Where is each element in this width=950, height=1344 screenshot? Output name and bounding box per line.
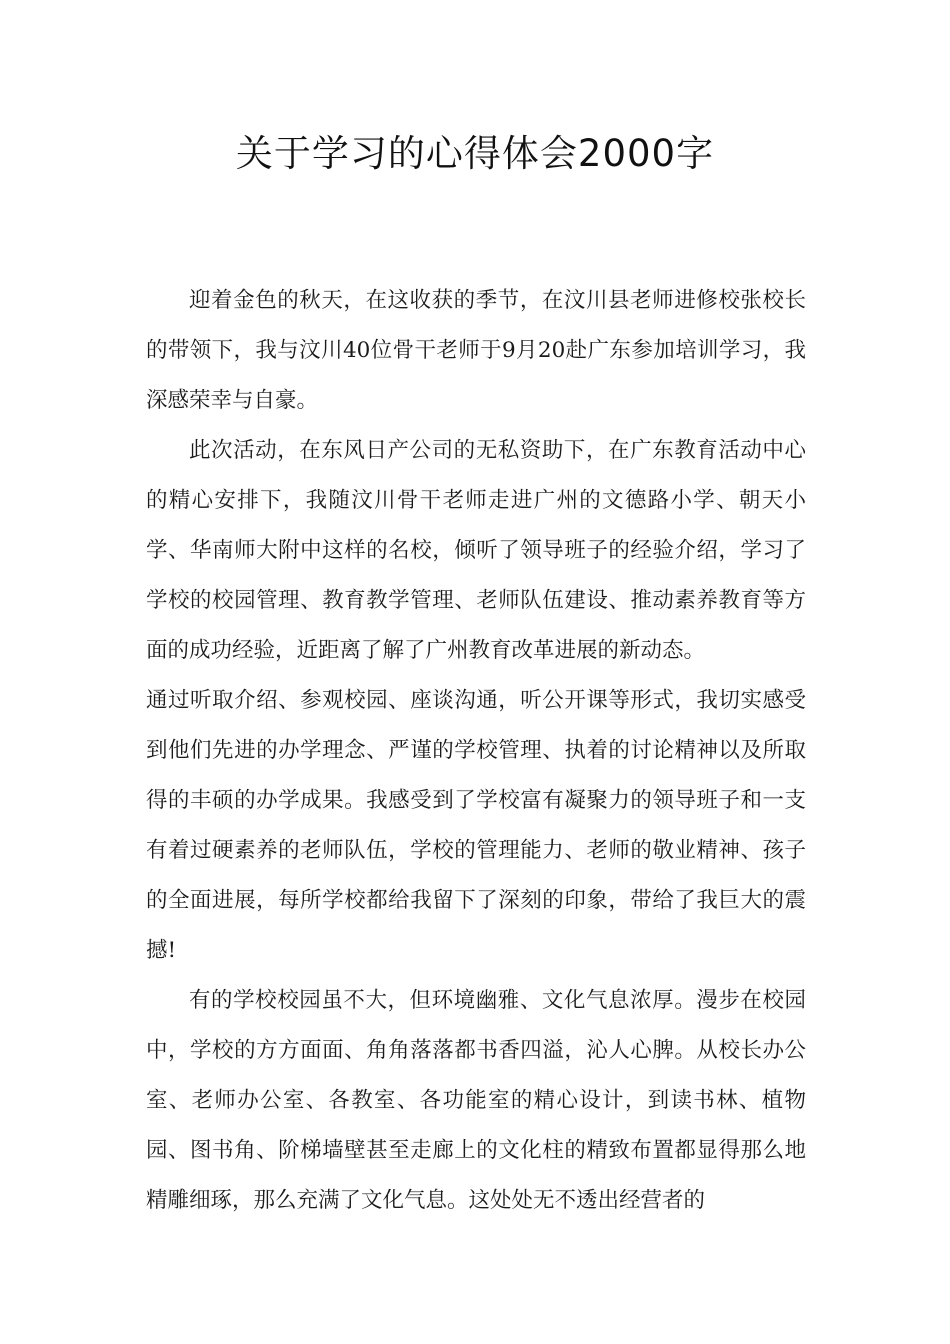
document-body [146,276,806,1226]
document-title: 关于学习的心得体会2000字 [235,132,715,175]
paragraph-4: 有的学校校园虽不大，但环境幽雅、文化气息浓厚。漫步在校园中，学校的方方面面、角角落落都书香四溢，沁人心脾。从校长办公室、老师办公室、各教室、各功能室的精心设计，到读书林、植物园、图书角、阶梯墙壁甚至走廊上的文化柱的精致布置都显得那么地精雕细琢，那么充满了文化气息。这处处无不透出经营者的 [146,988,806,1213]
paragraph-2: 此次活动，在东风日产公司的无私资助下，在广东教育活动中心的精心安排下，我随汶川骨干老师走进广州的文德路小学、朝天小学、华南师大附中这样的名校，倾听了领导班子的经验介绍，学习了学校的校园管理、教育教学管理、老师队伍建设、推动素养教育等方面的成功经验，近距离了解了广州教育改革进展的新动态。 [146,438,806,663]
paragraph-1: 迎着金色的秋天，在这收获的季节，在汶川县老师进修校张校长的带领下，我与汶川40位骨干老师于9月20赴广东参加培训学习，我深感荣幸与自豪。 [146,288,806,413]
paragraph-3: 通过听取介绍、参观校园、座谈沟通，听公开课等形式，我切实感受到他们先进的办学理念、严谨的学校管理、执着的讨论精神以及所取得的丰硕的办学成果。我感受到了学校富有凝聚力的领导班子和一支有着过硬素养的老师队伍，学校的管理能力、老师的敬业精神、孩子的全面进展，每所学校都给我留下了深刻的印象，带给了我巨大的震撼! [146,688,806,963]
